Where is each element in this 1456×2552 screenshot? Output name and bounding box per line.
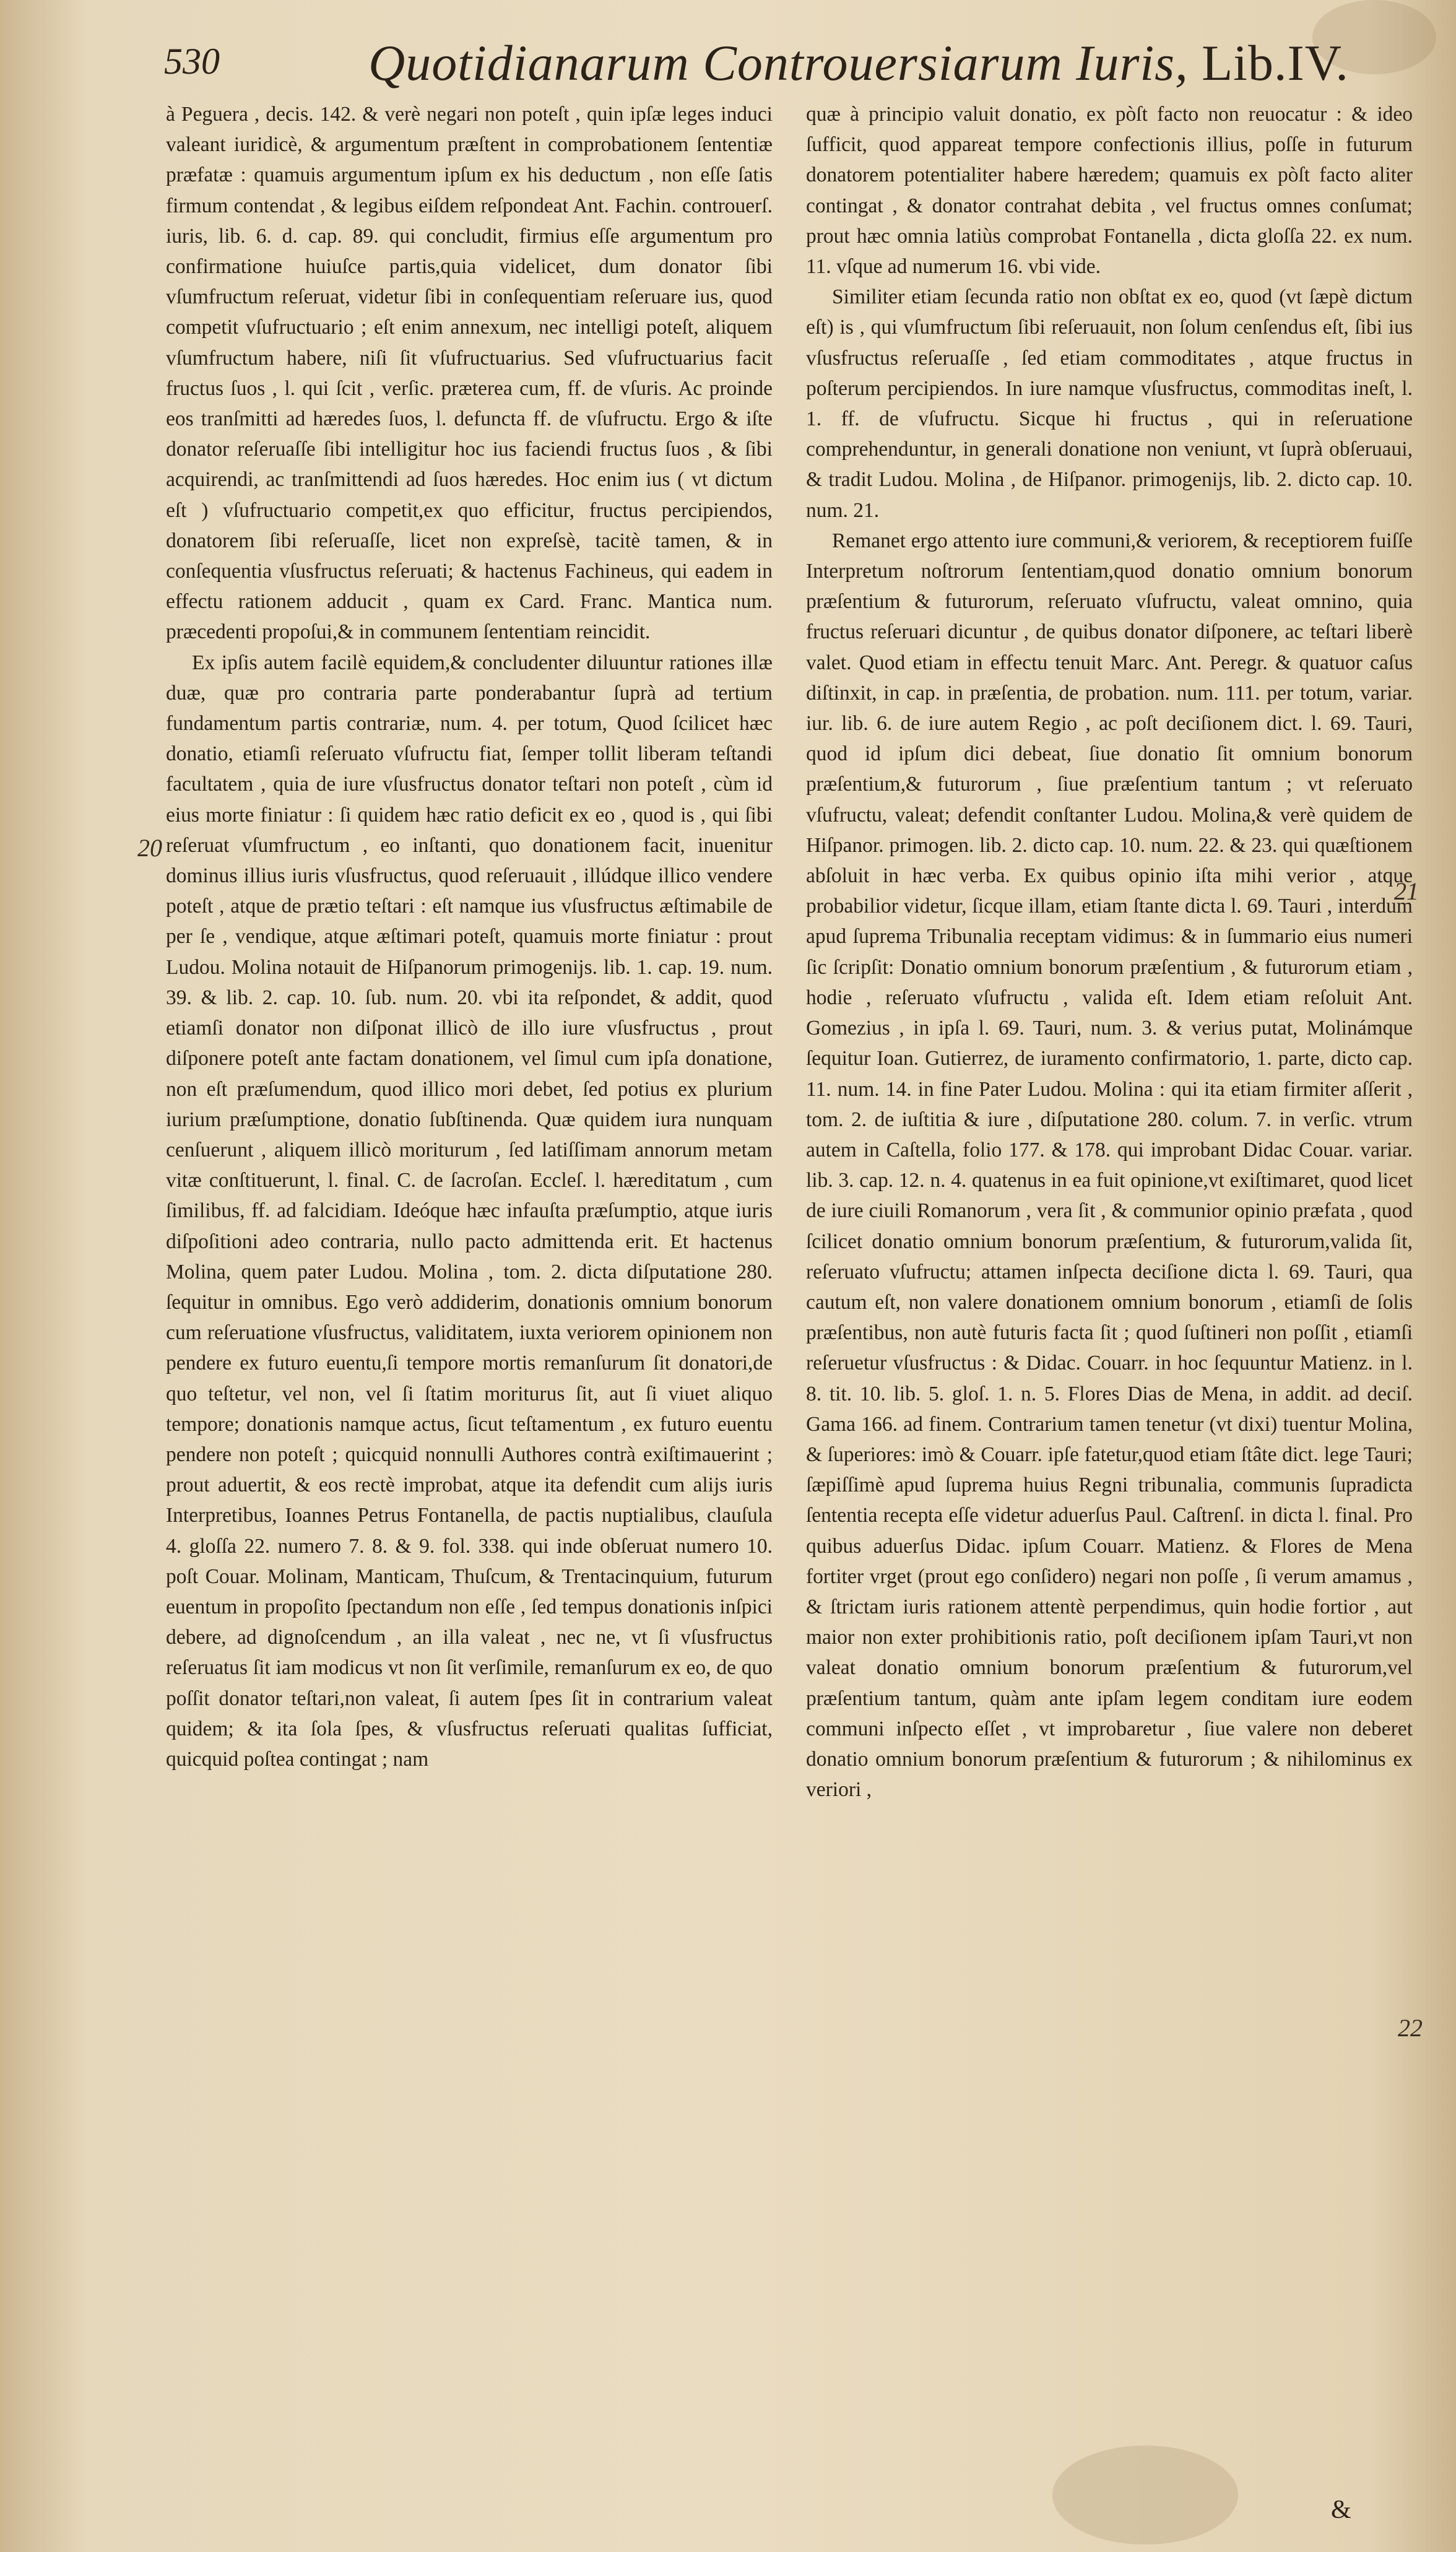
book-number: Lib.IV. xyxy=(1202,35,1349,91)
left-paragraph-1: à Peguera , decis. 142. & verè negari non poteſt , quin ipſæ leges induci valeant iuridicè, & argumentum præſtent in comprobationem ſententiæ præfatæ : quamuis argumentum ipſum ex his deductum , non eſſe ſatis firmum contendat , & legibus eiſdem reſpondeat Ant. Fachin. controuerſ. iuris, lib. 6. d. cap. 89. qui concludit, firmius eſſe argumentum pro confirmatione huiuſce partis,quia videlicet, dum donator ſibi vſumfructum reſeruat, videtur ſibi in conſequentiam reſeruare ius, quod competit vſufructuario ; eſt enim annexum, nec intelligi poteſt, aliquem vſumfructum habere, niſi ſit vſufructuarius. Sed vſufructuarius facit fructus ſuos , l. qui ſcit , verſic. præterea cum, ff. de vſuris. Ac proinde eos tranſmitti ad hæredes ſuos, l. defuncta ff. de vſufructu. Ergo & iſte donator reſeruaſſe ſibi intelligitur hoc ius faciendi fructus ſuos , & ſibi acquirendi, ac tranſmittendi ad ſuos hæredes. Hoc enim ius ( vt dictum eſt ) vſufructuario competit,ex quo efficitur, fructus percipiendos, donatorem ſibi reſeruaſſe, licet non expreſsè, tacitè tamen, & in conſequentia vſusfructus reſeruati; & hactenus Fachineus, qui eadem in effectu rationem adducit , quam ex Card. Franc. Mantica num. præcedenti propoſui,& in communem ſententiam reincidit. xyxy=(166,103,773,644)
running-title xyxy=(368,34,1349,92)
catchword: & xyxy=(1331,2496,1351,2524)
page-number: 530 xyxy=(164,41,220,82)
right-paragraph-2: Similiter etiam ſecunda ratio non obſtat ex eo, quod (vt ſæpè dictum eſt) is , qui vſumfructum ſibi reſeruauit, non ſolum cenſendus eſt, ſibi ius vſusfructus reſeruaſſe , ſed etiam commoditates , atque fructus in poſterum percipiendos. In iure namque vſusfructus, commoditas ineſt, l. 1. ff. de vſufructu. Sicque hi fructus , qui in reſeruatione comprehenduntur, in generali donatione non veniunt, vt ſuprà obſeruaui, & tradit Ludou. Molina , de Hiſpanor. primogenijs, lib. 2. dicto cap. 10. num. 21. xyxy=(806,285,1413,522)
margin-number-right-a: 21 xyxy=(1394,877,1419,905)
right-paragraph-3: Remanet ergo attento iure communi,& veriorem, & receptiorem fuiſſe Interpretum noſtrorum ſententiam,quod donatio omnium bonorum præſentium & futurorum, reſeruato vſufructu, valeat omnino, quia fructus reſeruari dicuntur , de quibus donator diſponere, ac teſtari liberè valet. Quod etiam in effectu tenuit Marc. Ant. Peregr. & quatuor caſus diſtinxit, in cap. in præſentia, de probation. num. 111. per totum, variar. iur. lib. 6. de iure autem Regio , ac poſt deciſionem dict. l. 69. Tauri, quod id ipſum dici debeat, ſiue donatio ſit omnium bonorum præſentium,& futurorum , ſiue præſentium tantum ; vt reſeruato vſufructu, valeat; defendit conſtanter Ludou. Molina,& verè quidem de Hiſpanor. primogen. lib. 2. dicto cap. 10. num. 22. & 23. qui quæſtionem abſoluit in hæc verba. Ex quibus opinio iſta mihi verior , atque probabilior videtur, ſicque illam, etiam ſtante dicta l. 69. Tauri , interdum apud ſuprema Tribunalia receptam vidimus: & in ſummario eius numeri ſic ſcripſit: Donatio omnium bonorum præſentium , & futurorum etiam , hodie , reſeruato vſufructu , valida eſt. Idem etiam reſoluit Ant. Gomezius , in ipſa l. 69. Tauri, num. 3. & verius putat, Molinámque ſequitur Ioan. Gutierrez, de iuramento confirmatorio, 1. parte, dicto cap. 11. num. 14. in fine Pater Ludou. Molina : qui ita etiam firmiter aſſerit , tom. 2. de iuſtitia & iure , diſputatione 280. colum. 7. in verſic. vtrum autem in Caſtella, folio 177. & 178. qui improbant Didac Couar. variar. lib. 3. cap. 12. n. 4. quatenus in ea fuit opinione,vt exiſtimaret, quod licet de iure ciuili Romanorum , vera ſit , & communior opinio præfata , quod ſcilicet donatio omnium bonorum præſentium, & futurorum,valida ſit, reſeruato vſufructu; attamen inſpecta deciſione dicta l. 69. Tauri, qua cautum eſt, non valere donationem omnium bonorum , etiamſi de ſolis præſentibus, non autè futuris facta ſit ; quod ſuſtineri non poſſit , etiamſi reſeruetur vſusfructus : & Didac. Couarr. in hoc ſequuntur Matienz. in l. 8. tit. 10. lib. 5. gloſ. 1. n. 5. Flores Dias de Mena, in addit. ad deciſ. Gama 166. ad finem. Contrarium tamen tenetur (vt dixi) tuentur Molina, & ſuperiores: imò & Couarr. ipſe fatetur,quod etiam ſtâte dict. lege Tauri; ſæpiſſimè apud ſuprema huius Regni tribunalia, communis ſupradicta ſententia recepta eſſe videtur aduerſus Paul. Caſtrenſ. in dicta l. final. Pro quibus aduerſus Didac. ipſum Couarr. Matienz. & Flores de Mena fortiter vrget (prout ego conſidero) negari non poſſe , ſi verum amamus , & ſtrictam iuris rationem attentè perpendimus, quin hodie fortior , aut maior non exter prohibitionis ratio, poſt deciſionem ipſam Tauri,vt non valeat donatio omnium bonorum præſentium & futurorum,vel præſentium tantum, quàm ante ipſam legem conditam iure eodem communi inſpecto eſſet , vt improbaretur , ſiue valere non deberet donatio omnium bonorum præſentium & futurorum ; & nihilominus ex veriori , xyxy=(806,529,1413,1802)
page-header xyxy=(164,34,1415,102)
left-paragraph-2: Ex ipſis autem facilè equidem,& concludenter diluuntur rationes illæ duæ, quæ pro contraria parte ponderabantur ſuprà ad tertium fundamentum partis contrariæ, num. 4. per totum, Quod ſcilicet hæc donatio, etiamſi reſeruato vſufructu fiat, ſemper tollit liberam teſtandi facultatem , quia de iure vſusfructus donator teſtari non poteſt , cùm id eius morte finiatur : ſi quidem hæc ratio deficit ex eo , quod is , qui ſibi reſeruat vſumfructum , eo inſtanti, quo donationem facit, inuenitur dominus illius iuris vſusfructus, quod reſeruauit , illúdque illico vendere poteſt , atque de prætio teſtari : eſt namque ius vſusfructus æſtimabile de per ſe , vendique, atque æſtimari poteſt, quamuis morte finiatur : prout Ludou. Molina notauit de Hiſpanorum primogenijs. lib. 1. cap. 19. num. 39. & lib. 2. cap. 10. ſub. num. 20. vbi ita reſpondet, & addit, quod etiamſi donator non diſponat illicò de illo iure vſusfructus , prout diſponere poteſt ante factam donationem, vel ſimul cum ipſa donatione, non eſt præſumendum, quod illico mori debet, ſed potius ex plurium iurium præſumptione, donatio ſubſtinenda. Quæ quidem iura nunquam cenſuerunt , aliquem illicò moriturum , ſed latiſſimam annorum metam vitæ conſtituerunt, l. final. C. de ſacroſan. Eccleſ. l. hæreditatum , cum ſimilibus, ff. ad falcidiam. Ideóque hæc infauſta præſumptio, atque iuris diſpoſitioni adeo contraria, nullo pacto admittenda erit. Et hactenus Molina, quem pater Ludou. Molina , tom. 2. dicta diſputatione 280. ſequitur in omnibus. Ego verò addiderim, donationis omnium bonorum cum reſeruatione vſusfructus, validitatem, iuxta veriorem opinionem non pendere ex futuro euentu,ſi tempore mortis remanſurum ſit donatori,de quo teſtetur, vel non, vel ſi ſtatim moriturus ſit, aut ſi viuet aliquo tempore; donationis namque actus, ſicut teſtamentum , ex futuro euentu pendere non poteſt ; quicquid nonnulli Authores contrà exiſtimauerint ; prout aduertit, & eos rectè improbat, atque ita defendit cum alijs iuris Interpretibus, Ioannes Petrus Fontanella, de pactis nuptialibus, clauſula 4. gloſſa 22. numero 7. 8. & 9. fol. 338. qui inde obſeruat numero 10. poſt Couar. Molinam, Manticam, Thuſcum, & Trentacinquium, futurum euentum in propoſito ſpectandum non eſſe , ſed tempus donationis inſpici debere, ad dignoſcendum , an illa valeat , nec ne, vt ſi vſusfructus reſeruatus ſit iam modicus vt non ſit verſimile, remanſurum ex eo, de quo poſſit donator teſtari,non valeat, ſi autem ſpes ſit in contrarium valeat quidem; & ita ſola ſpes, & vſusfructus reſeruati qualitas ſufficiat, quicquid poſtea contingat ; nam xyxy=(166,651,773,1771)
margin-number-right-b: 22 xyxy=(1398,2014,1423,2042)
right-paragraph-1: quæ à principio valuit donatio, ex pòſt facto non reuocatur : & ideo ſufficit, quod appareat tempore confectionis illius, poſſe in futurum donatorem potentialiter habere hæredem; quamuis ex pòſt facto aliter contingat , & donator contrahat debita , vel fructus omnes conſumat; prout hæc omnia latiùs comprobat Fontanella , dicta gloſſa 22. ex num. 11. vſque ad numerum 16. vbi vide. xyxy=(806,103,1413,279)
margin-number-left: 20 xyxy=(137,834,162,862)
running-title-text: Quotidianarum Controuersiarum Iuris, xyxy=(368,35,1189,91)
left-column xyxy=(166,99,773,1774)
right-column xyxy=(806,99,1413,1805)
stain xyxy=(1052,2446,1238,2545)
